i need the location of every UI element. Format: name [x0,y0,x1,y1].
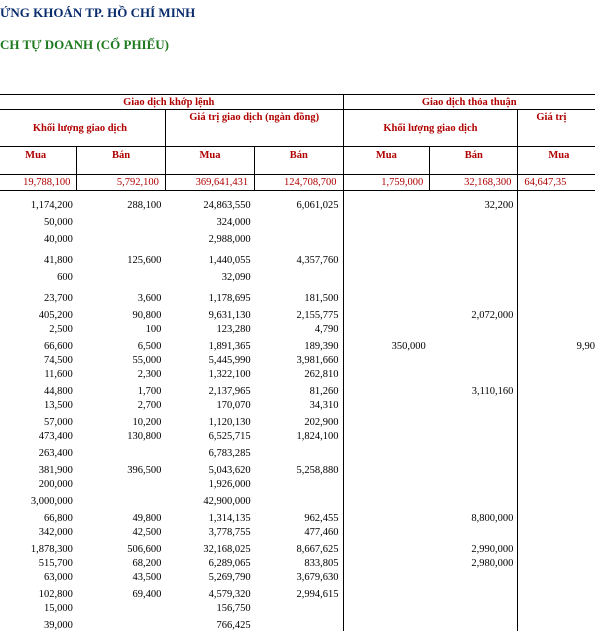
negotiated-sell-volume-cell [430,211,518,228]
negotiated-buy-value-cell [518,380,595,397]
matched-sell-volume-cell [77,266,166,283]
negotiated-buy-volume-cell [343,507,430,524]
trading-table [0,94,595,631]
negotiated-buy-value-cell [518,524,595,538]
matched-sell-volume-cell [77,442,166,459]
buy-header: Mua [343,147,430,175]
table-row [0,490,595,507]
sell-header: Bán [255,147,343,175]
matched-buy-volume-cell: 15,000 [43,602,73,614]
matched-sell-value-cell [255,490,343,507]
negotiated-buy-volume-cell [343,538,430,555]
matched-sell-value-cell: 833,805 [255,555,343,569]
matched-buy-value-cell: 6,525,715 [208,430,251,442]
negotiated-buy-value-cell [518,538,595,555]
matched-sell-value-cell [255,614,343,631]
negotiated-volume-header: Khối lượng giao dịch [343,110,518,147]
matched-buy-volume-cell: 200,000 [38,478,73,490]
negotiated-buy-volume-cell [343,304,430,321]
table-row [0,600,595,614]
matched-buy-volume-cell: 50,000 [43,216,73,228]
matched-buy-volume-cell: 74,500 [43,354,73,366]
negotiated-sell-volume-cell [430,428,518,442]
negotiated-sell-volume-cell [430,245,518,266]
negotiated-value-header: Giá trị [518,110,595,147]
matched-buy-value-cell: 1,926,000 [208,478,251,490]
negotiated-buy-value-cell [518,476,595,490]
negotiated-buy-value-cell [518,366,595,380]
negotiated-sell-volume-cell [430,266,518,283]
matched-buy-volume-cell: 13,500 [43,399,73,411]
negotiated-buy-volume-cell [343,245,430,266]
negotiated-sell-volume-cell [430,352,518,366]
sell-header: Bán [430,147,518,175]
matched-sell-volume-cell: 69,400 [132,588,162,600]
matched-sell-value-cell: 181,500 [255,283,343,304]
matched-sell-value-cell: 962,455 [255,507,343,524]
table-row [0,283,595,304]
matched-buy-volume-cell: 600 [57,271,73,283]
negotiated-sell-volume-cell [430,490,518,507]
table-row [0,538,595,555]
negotiated-buy-volume-cell [343,366,430,380]
negotiated-buy-value-cell [518,600,595,614]
matched-buy-volume-cell: 63,000 [43,571,73,583]
negotiated-sell-volume-cell: 8,800,000 [471,512,514,524]
matched-sell-value-cell [255,600,343,614]
table-row [0,524,595,538]
negotiated-sell-volume-cell: 2,990,000 [471,543,514,555]
negotiated-buy-volume-cell [343,524,430,538]
table-row [0,366,595,380]
negotiated-sell-volume-cell [430,524,518,538]
table-row [0,442,595,459]
buy-header: Mua [165,147,254,175]
matched-buy-value-cell: 5,445,990 [208,354,251,366]
table-row [0,614,595,631]
negotiated-buy-volume-cell [343,428,430,442]
matched-buy-volume-cell: 44,800 [43,385,73,397]
group-matched-header: Giao dịch khớp lệnh [0,95,343,110]
matched-buy-value-cell: 2,137,965 [208,385,251,397]
matched-buy-volume-cell: 1,174,200 [30,199,73,211]
negotiated-buy-value-cell [518,569,595,583]
matched-buy-volume-cell: 66,600 [43,340,73,352]
matched-buy-value-cell: 156,750 [216,602,251,614]
matched-sell-value-cell: 477,460 [255,524,343,538]
negotiated-sell-volume-cell [430,614,518,631]
matched-buy-value-cell: 5,043,620 [208,464,251,476]
matched-sell-volume-cell [77,614,166,631]
table-row [0,266,595,283]
negotiated-buy-value-cell [518,490,595,507]
matched-sell-volume-cell: 6,500 [137,340,162,352]
matched-sell-value-cell [255,266,343,283]
negotiated-buy-volume-cell: 350,000 [343,335,430,352]
total-negotiated-sell-volume: 32,168,300 [430,175,518,191]
sell-header: Bán [77,147,166,175]
table-row [0,228,595,245]
matched-buy-value-cell: 1,440,055 [208,254,251,266]
negotiated-buy-volume-cell [343,228,430,245]
matched-sell-value-cell: 2,994,615 [255,583,343,600]
negotiated-buy-volume-cell [343,321,430,335]
negotiated-sell-volume-cell [430,442,518,459]
negotiated-sell-volume-cell [430,321,518,335]
group-negotiated-header: Giao dịch thỏa thuận [343,95,595,110]
negotiated-sell-volume-cell: 3,110,160 [471,385,514,397]
matched-buy-volume-cell: 381,900 [38,464,73,476]
negotiated-buy-value-cell [518,211,595,228]
matched-buy-value-cell: 9,631,130 [208,309,251,321]
matched-buy-volume-cell: 263,400 [38,447,73,459]
matched-sell-value-cell: 4,790 [255,321,343,335]
table-row [0,352,595,366]
matched-sell-value-cell: 8,667,625 [255,538,343,555]
matched-volume-header: Khối lượng giao dịch [0,110,165,147]
negotiated-buy-value-cell [518,442,595,459]
total-matched-buy-volume: 19,788,100 [0,175,77,191]
matched-buy-value-cell: 2,988,000 [208,233,251,245]
matched-sell-value-cell [255,211,343,228]
matched-sell-volume-cell: 506,600 [127,543,162,555]
matched-sell-volume-cell [77,600,166,614]
matched-buy-volume-cell: 2,500 [49,323,73,335]
negotiated-buy-volume-cell [343,442,430,459]
matched-sell-volume-cell: 130,800 [127,430,162,442]
matched-buy-volume-cell: 66,800 [43,512,73,524]
negotiated-buy-value-cell [518,459,595,476]
negotiated-buy-value-cell [518,397,595,411]
matched-sell-volume-cell [77,228,166,245]
table-row [0,507,595,524]
matched-buy-value-cell: 32,090 [221,271,251,283]
table-row [0,569,595,583]
matched-buy-volume-cell: 40,000 [43,233,73,245]
negotiated-buy-volume-cell [343,283,430,304]
matched-buy-value-cell: 1,314,135 [208,512,251,524]
matched-sell-value-cell: 3,981,660 [255,352,343,366]
negotiated-buy-value-cell [518,428,595,442]
matched-buy-value-cell: 42,900,000 [203,495,251,507]
table-row [0,380,595,397]
matched-buy-volume-cell: 23,700 [43,292,73,304]
table-row [0,428,595,442]
negotiated-buy-volume-cell [343,411,430,428]
matched-sell-volume-cell: 10,200 [132,416,162,428]
matched-sell-volume-cell: 1,700 [137,385,162,397]
table-row [0,459,595,476]
negotiated-buy-value-cell [518,507,595,524]
matched-buy-value-cell: 123,280 [216,323,251,335]
negotiated-buy-value-cell [518,191,595,211]
negotiated-sell-volume-cell [430,366,518,380]
negotiated-buy-volume-cell [343,397,430,411]
matched-sell-volume-cell [77,476,166,490]
negotiated-sell-volume-cell [430,283,518,304]
matched-sell-value-cell: 81,260 [255,380,343,397]
matched-buy-volume-cell: 102,800 [38,588,73,600]
matched-buy-value-cell: 170,070 [216,399,251,411]
negotiated-sell-volume-cell: 2,980,000 [471,557,514,569]
matched-buy-volume-cell: 11,600 [44,368,73,380]
matched-sell-volume-cell: 55,000 [132,354,162,366]
matched-sell-value-cell: 34,310 [255,397,343,411]
negotiated-buy-value-cell [518,583,595,600]
negotiated-buy-volume-cell [343,614,430,631]
matched-sell-value-cell: 4,357,760 [255,245,343,266]
matched-sell-value-cell: 189,390 [255,335,343,352]
negotiated-buy-value-cell [518,352,595,366]
matched-sell-volume-cell: 68,200 [132,557,162,569]
negotiated-buy-value-cell [518,614,595,631]
matched-sell-value-cell: 3,679,630 [255,569,343,583]
matched-buy-value-cell: 766,425 [216,619,251,631]
table-row [0,335,595,352]
totals-row [0,175,595,191]
total-matched-sell-volume: 5,792,100 [77,175,166,191]
negotiated-buy-value-cell [518,283,595,304]
negotiated-buy-volume-cell [343,266,430,283]
matched-buy-volume-cell: 405,200 [38,309,73,321]
table-row [0,211,595,228]
table-row [0,245,595,266]
matched-sell-volume-cell: 43,500 [132,571,162,583]
matched-buy-value-cell: 1,322,100 [208,368,251,380]
matched-sell-volume-cell: 2,700 [137,399,162,411]
buy-header: Mua [518,147,595,175]
negotiated-buy-volume-cell [343,583,430,600]
page-title: ỨNG KHOÁN TP. HỒ CHÍ MINH [0,5,196,20]
negotiated-buy-value-cell [518,304,595,321]
matched-sell-volume-cell [77,490,166,507]
matched-sell-volume-cell [77,211,166,228]
matched-sell-value-cell [255,442,343,459]
negotiated-buy-value-cell [518,266,595,283]
matched-sell-volume-cell: 3,600 [137,292,162,304]
negotiated-sell-volume-cell [430,411,518,428]
matched-sell-value-cell: 202,900 [255,411,343,428]
matched-buy-volume-cell: 57,000 [43,416,73,428]
table-row [0,304,595,321]
negotiated-sell-volume-cell [430,397,518,411]
matched-buy-volume-cell: 39,000 [43,619,73,631]
negotiated-buy-value-cell: 9,90 [518,335,595,352]
matched-buy-value-cell: 6,289,065 [208,557,251,569]
negotiated-sell-volume-cell: 32,200 [484,199,514,211]
matched-buy-value-cell: 1,891,365 [208,340,251,352]
matched-buy-value-cell: 6,783,285 [208,447,251,459]
negotiated-buy-value-cell [518,555,595,569]
negotiated-buy-value-cell [518,411,595,428]
negotiated-sell-volume-cell: 2,072,000 [471,309,514,321]
matched-sell-volume-cell: 2,300 [137,368,162,380]
negotiated-buy-volume-cell [343,380,430,397]
matched-buy-value-cell: 3,778,755 [208,526,251,538]
table-row [0,476,595,490]
negotiated-buy-value-cell [518,245,595,266]
matched-buy-value-cell: 1,120,130 [208,416,251,428]
negotiated-buy-volume-cell [343,569,430,583]
matched-buy-volume-cell: 3,000,000 [30,495,73,507]
matched-sell-volume-cell: 49,800 [132,512,162,524]
matched-buy-volume-cell: 515,700 [38,557,73,569]
negotiated-sell-volume-cell [430,583,518,600]
matched-sell-value-cell [255,476,343,490]
matched-sell-volume-cell: 42,500 [132,526,162,538]
total-negotiated-buy-volume: 1,759,000 [343,175,430,191]
negotiated-buy-volume-cell [343,459,430,476]
matched-buy-value-cell: 324,000 [216,216,251,228]
matched-sell-volume-cell: 125,600 [127,254,162,266]
negotiated-sell-volume-cell [430,335,518,352]
matched-sell-value-cell: 5,258,880 [255,459,343,476]
negotiated-sell-volume-cell [430,476,518,490]
matched-value-header: Giá trị giao dịch (ngàn đồng) [165,110,343,147]
table-row [0,397,595,411]
negotiated-buy-volume-cell [343,352,430,366]
negotiated-sell-volume-cell [430,228,518,245]
matched-buy-volume-cell: 473,400 [38,430,73,442]
matched-sell-value-cell [255,228,343,245]
matched-buy-value-cell: 32,168,025 [203,543,251,555]
negotiated-buy-value-cell [518,228,595,245]
data-rows [0,191,595,631]
matched-sell-value-cell: 2,155,775 [255,304,343,321]
table-row [0,583,595,600]
matched-buy-volume-cell: 342,000 [38,526,73,538]
matched-sell-volume-cell: 90,800 [132,309,162,321]
negotiated-buy-volume-cell [343,211,430,228]
total-negotiated-buy-value: 64,647,35 [518,175,595,191]
negotiated-buy-volume-cell [343,191,430,211]
total-matched-sell-value: 124,708,700 [255,175,343,191]
negotiated-sell-volume-cell [430,459,518,476]
negotiated-sell-volume-cell [430,569,518,583]
table-row [0,191,595,211]
matched-sell-volume-cell: 396,500 [127,464,162,476]
negotiated-buy-volume-cell [343,555,430,569]
matched-buy-volume-cell: 1,878,300 [30,543,73,555]
matched-sell-value-cell: 1,824,100 [255,428,343,442]
matched-buy-volume-cell: 41,800 [43,254,73,266]
negotiated-buy-volume-cell [343,490,430,507]
page-subtitle: CH TỰ DOANH (CỔ PHIẾU) [0,37,169,52]
table-row [0,411,595,428]
matched-buy-value-cell: 4,579,320 [208,588,251,600]
matched-sell-volume-cell: 100 [145,323,162,335]
table-row [0,555,595,569]
matched-buy-value-cell: 5,269,790 [208,571,251,583]
matched-buy-value-cell: 24,863,550 [203,199,251,211]
matched-sell-value-cell: 262,810 [255,366,343,380]
table-row [0,321,595,335]
negotiated-sell-volume-cell [430,600,518,614]
matched-sell-value-cell: 6,061,025 [255,191,343,211]
matched-buy-value-cell: 1,178,695 [208,292,251,304]
buy-header: Mua [0,147,77,175]
matched-sell-volume-cell: 288,100 [127,199,162,211]
negotiated-buy-volume-cell [343,476,430,490]
negotiated-buy-volume-cell [343,600,430,614]
total-matched-buy-value: 369,641,431 [165,175,254,191]
negotiated-buy-value-cell [518,321,595,335]
